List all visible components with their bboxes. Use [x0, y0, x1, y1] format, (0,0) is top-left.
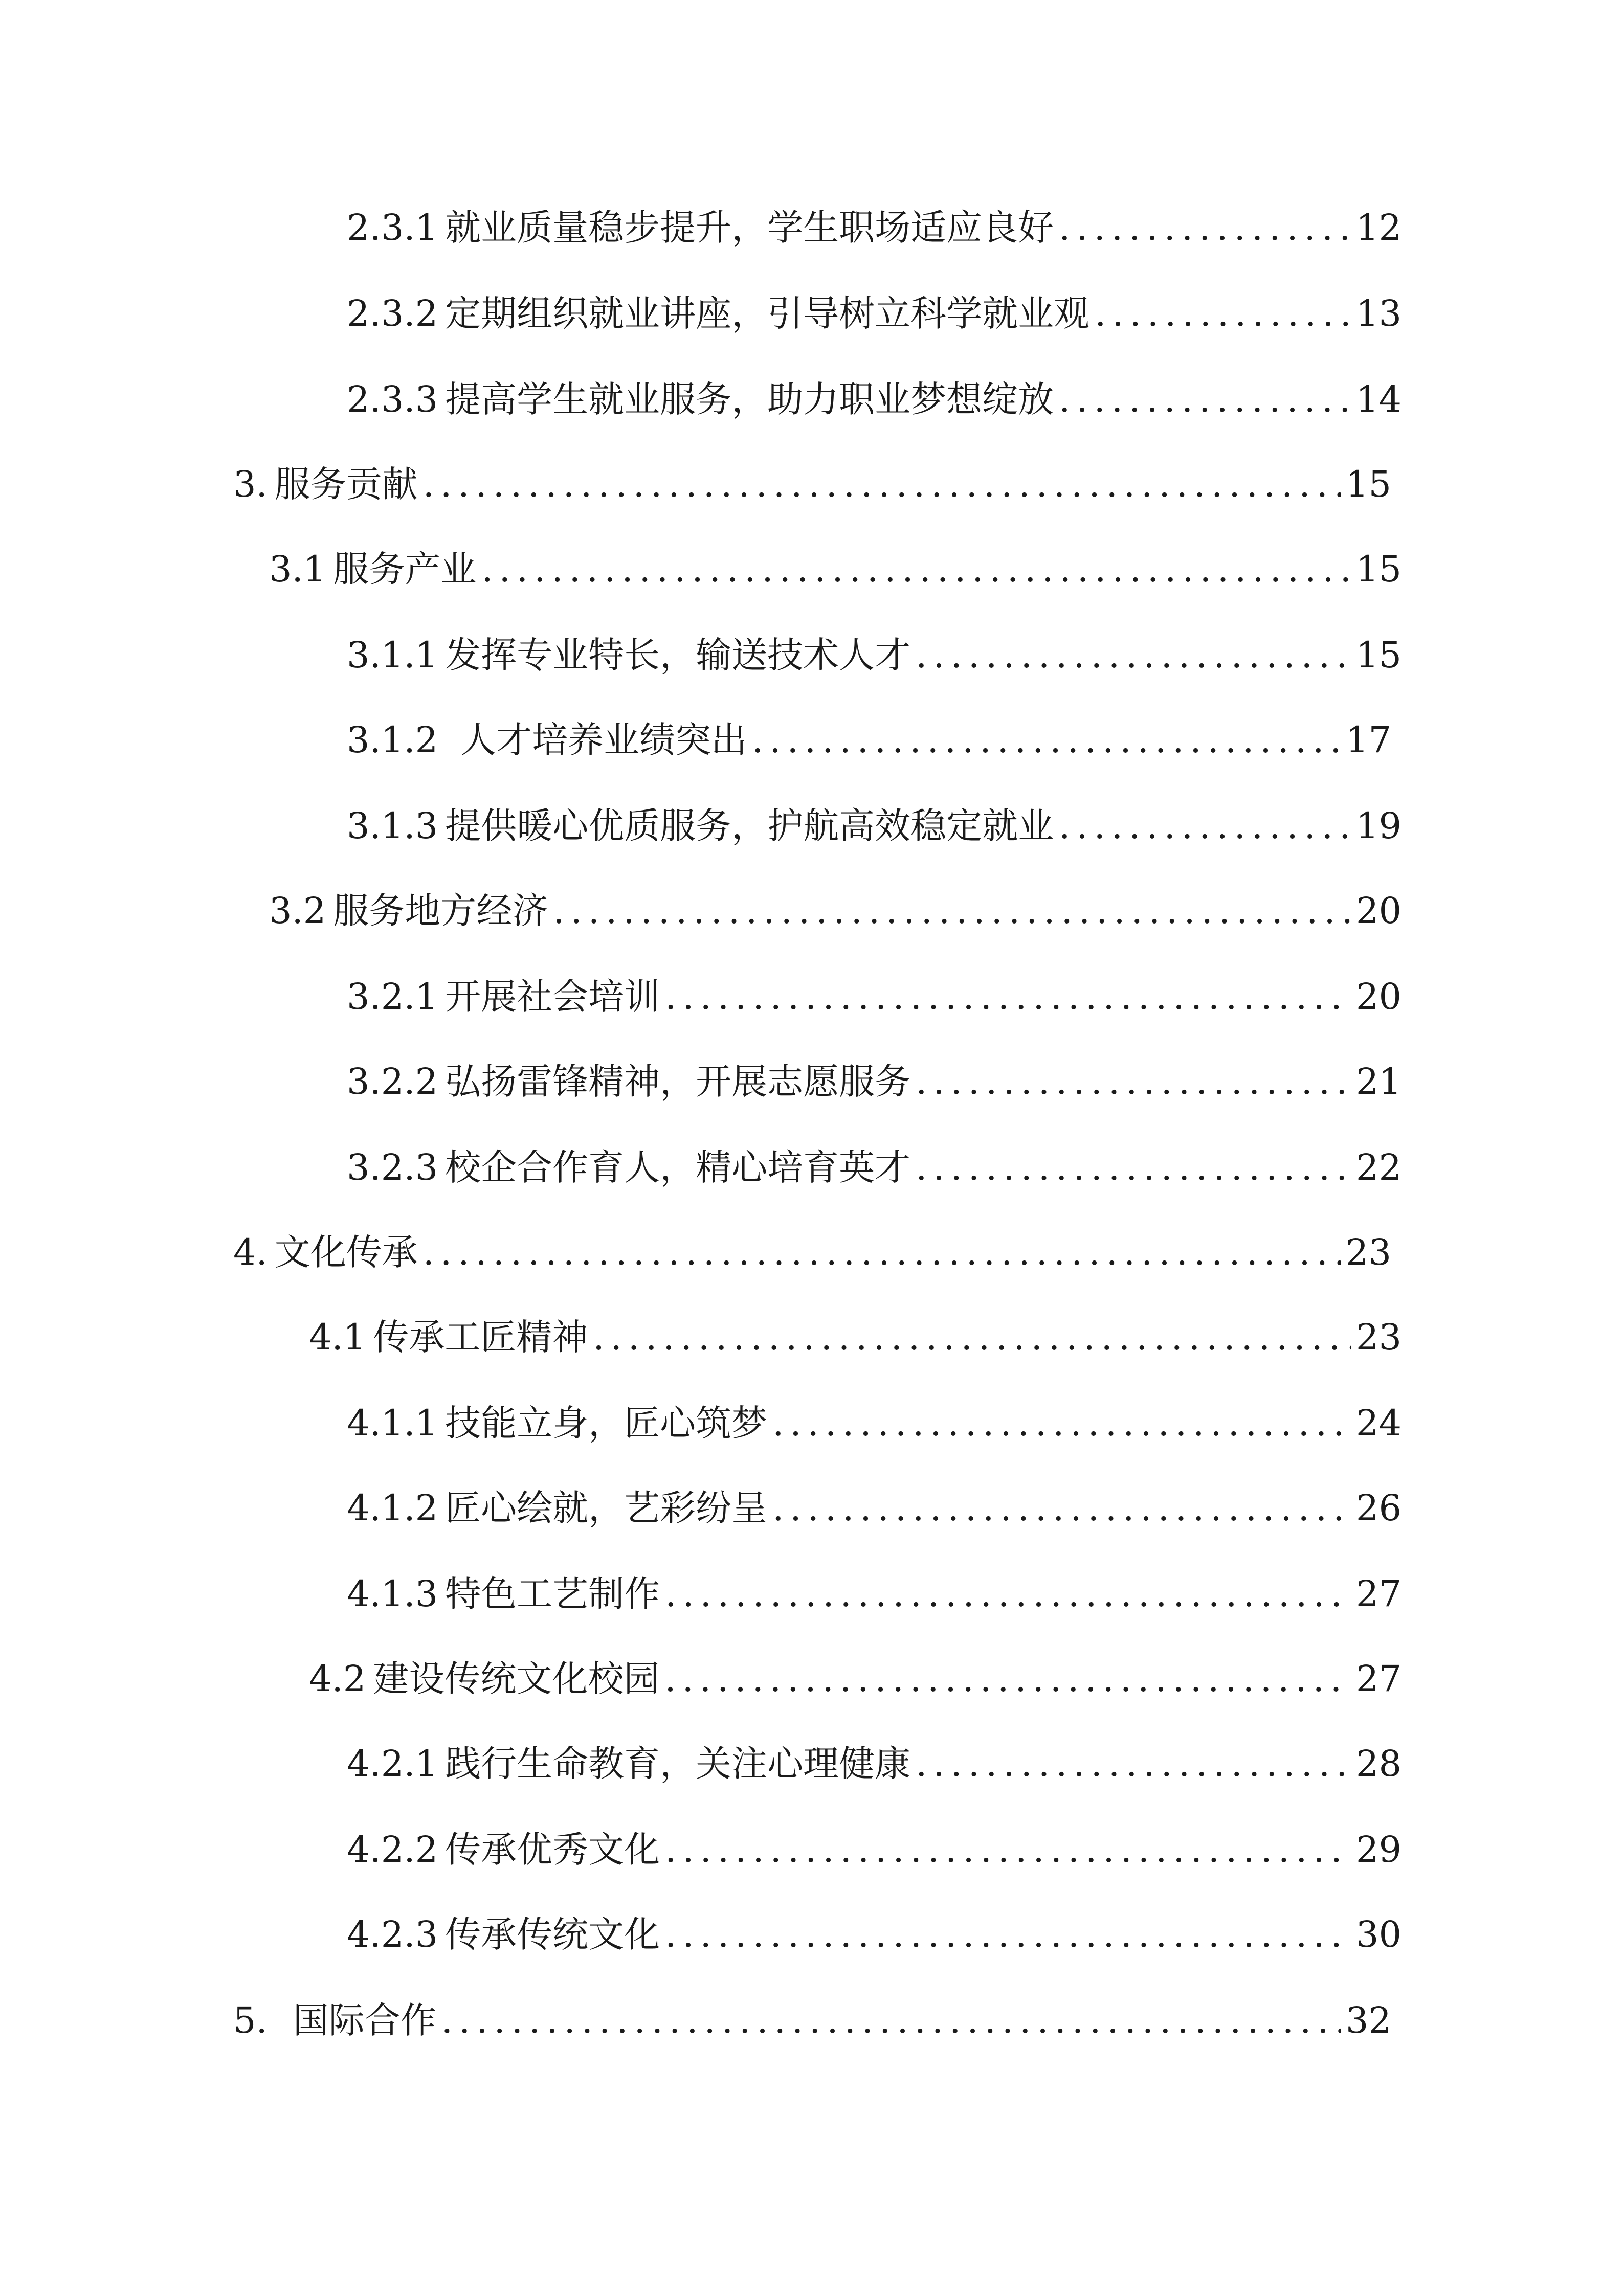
toc-entry-number: 4. [233, 1231, 268, 1273]
toc-entry-4-1-3 [347, 1566, 1401, 1622]
toc-dot-leader [665, 1906, 1351, 1963]
toc-entry-number: 3.1 [269, 548, 326, 590]
toc-entry-number: 3.1.1 [347, 634, 438, 676]
toc-entry-4-1 [309, 1309, 1401, 1365]
toc-entry-title: 提高学生就业服务，助力职业梦想绽放 [445, 378, 1054, 420]
toc-entry-title: 匠心绘就，艺彩纷呈 [445, 1487, 768, 1529]
toc-dot-leader [593, 1309, 1351, 1365]
toc-dot-leader [916, 1053, 1351, 1110]
toc-entry-title: 技能立身，匠心筑梦 [445, 1402, 768, 1444]
toc-dot-leader [665, 1566, 1351, 1622]
toc-entry-number: 2.3.1 [347, 207, 438, 249]
toc-dot-leader [1059, 371, 1351, 427]
toc-page-number: 15 [1345, 463, 1391, 505]
toc-dot-leader [664, 1651, 1351, 1707]
toc-entry-title: 国际合作 [293, 1999, 436, 2041]
toc-entry-number: 4.2.2 [347, 1829, 438, 1871]
toc-entry-number: 2.3.3 [347, 378, 438, 420]
toc-entry-title: 开展社会培训 [445, 976, 660, 1018]
toc-page-number: 21 [1355, 1061, 1401, 1102]
toc-entry-number: 4.1.2 [347, 1487, 438, 1529]
toc-entry-title: 传承传统文化 [445, 1914, 660, 1955]
toc-entry-title: 传承优秀文化 [445, 1829, 660, 1871]
toc-page-number: 22 [1355, 1146, 1401, 1188]
toc-entry-number: 4.1 [309, 1316, 366, 1358]
toc-entry-title: 服务地方经济 [333, 890, 548, 932]
toc-entry-number: 3. [233, 463, 268, 505]
toc-dot-leader [481, 541, 1351, 597]
toc-entry-number: 3.2.1 [347, 976, 438, 1018]
toc-page-number: 13 [1355, 292, 1401, 334]
toc-entry-title: 人才培养业绩突出 [460, 719, 747, 761]
toc-entry-title: 服务贡献 [274, 463, 418, 505]
toc-entry-title: 发挥专业特长，输送技术人才 [445, 634, 911, 676]
toc-entry-3-1-3 [347, 798, 1401, 854]
toc-entry-number: 3.1.3 [347, 805, 438, 847]
toc-entry-4-2-3 [347, 1906, 1401, 1963]
toc-dot-leader [1059, 798, 1351, 854]
toc-dot-leader [916, 1736, 1351, 1792]
toc-entry-3-2-1 [347, 969, 1401, 1025]
toc-entry-4-1-1 [347, 1395, 1401, 1451]
toc-dot-leader [423, 456, 1341, 512]
toc-entry-3-1 [269, 541, 1401, 597]
toc-entry-number: 3.2.3 [347, 1146, 438, 1188]
toc-dot-leader [752, 712, 1341, 768]
toc-page-number: 23 [1345, 1231, 1391, 1273]
toc-entry-number: 3.2 [269, 890, 326, 932]
toc-entry-title: 校企合作育人，精心培育英才 [445, 1146, 911, 1188]
toc-entry-title: 弘扬雷锋精神，开展志愿服务 [445, 1061, 911, 1102]
toc-entry-number: 4.2 [309, 1658, 366, 1700]
toc-entry-2-3-2 [347, 285, 1401, 342]
toc-entry-number: 4.1.1 [347, 1402, 438, 1444]
toc-entry-4-1-2 [347, 1480, 1401, 1536]
toc-entry-number: 5. [233, 1999, 268, 2041]
toc-dot-leader [1059, 199, 1351, 256]
toc-entry-2-3-1 [347, 199, 1401, 256]
toc-page-number: 19 [1355, 805, 1401, 847]
toc-entry-3 [233, 456, 1391, 512]
toc-entry-number: 4.1.3 [347, 1573, 438, 1615]
toc-entry-number: 4.2.1 [347, 1743, 438, 1785]
toc-entry-title: 就业质量稳步提升，学生职场适应良好 [445, 207, 1054, 249]
toc-entry-title: 定期组织就业讲座，引导树立科学就业观 [445, 292, 1090, 334]
toc-page-number: 24 [1355, 1402, 1401, 1444]
toc-page-number: 27 [1355, 1573, 1401, 1615]
toc-dot-leader [1095, 285, 1351, 342]
toc-page-number: 12 [1355, 207, 1401, 249]
toc-page-number: 27 [1355, 1658, 1401, 1700]
toc-entry-number: 4.2.3 [347, 1914, 438, 1955]
toc-page-number: 20 [1355, 890, 1401, 932]
toc-page-number: 14 [1355, 378, 1401, 420]
toc-entry-title: 文化传承 [274, 1231, 418, 1273]
toc-entry-3-2-2 [347, 1053, 1401, 1110]
toc-dot-leader [423, 1224, 1341, 1280]
toc-page-number: 26 [1355, 1487, 1401, 1529]
toc-entry-3-1-2 [347, 712, 1391, 768]
toc-entry-number: 3.1.2 [347, 719, 438, 761]
toc-dot-leader [665, 1821, 1351, 1878]
toc-entry-number: 3.2.2 [347, 1061, 438, 1102]
toc-page-number: 15 [1355, 634, 1401, 676]
toc-entry-4-2 [309, 1651, 1401, 1707]
toc-entry-4-2-1 [347, 1736, 1401, 1792]
toc-dot-leader [916, 1139, 1351, 1196]
toc-page-number: 30 [1355, 1914, 1401, 1955]
toc-entry-title: 提供暖心优质服务，护航高效稳定就业 [445, 805, 1054, 847]
toc-entry-title: 建设传统文化校园 [373, 1658, 660, 1700]
toc-entry-2-3-3 [347, 371, 1401, 427]
toc-dot-leader [665, 969, 1351, 1025]
toc-entry-number: 2.3.2 [347, 292, 438, 334]
toc-entry-3-2 [269, 883, 1401, 939]
toc-entry-5 [233, 1992, 1391, 2049]
toc-page-number: 15 [1355, 548, 1401, 590]
toc-page-number: 23 [1355, 1316, 1401, 1358]
toc-entry-4-2-2 [347, 1821, 1401, 1878]
toc-entry-title: 践行生命教育，关注心理健康 [445, 1743, 911, 1785]
toc-page-number: 28 [1355, 1743, 1401, 1785]
toc-dot-leader [916, 627, 1351, 683]
toc-entry-title: 特色工艺制作 [445, 1573, 660, 1615]
toc-entry-3-1-1 [347, 627, 1401, 683]
toc-dot-leader [772, 1395, 1351, 1451]
toc-dot-leader [772, 1480, 1351, 1536]
toc-entry-3-2-3 [347, 1139, 1401, 1196]
toc-entry-title: 服务产业 [333, 548, 477, 590]
toc-page-number: 20 [1355, 976, 1401, 1018]
toc-entry-title: 传承工匠精神 [373, 1316, 588, 1358]
toc-entry-4 [233, 1224, 1391, 1280]
toc-page-number: 32 [1345, 1999, 1391, 2041]
toc-dot-leader [553, 883, 1351, 939]
toc-page-number: 17 [1345, 719, 1391, 761]
toc-page-number: 29 [1355, 1829, 1401, 1871]
toc-dot-leader [441, 1992, 1341, 2049]
